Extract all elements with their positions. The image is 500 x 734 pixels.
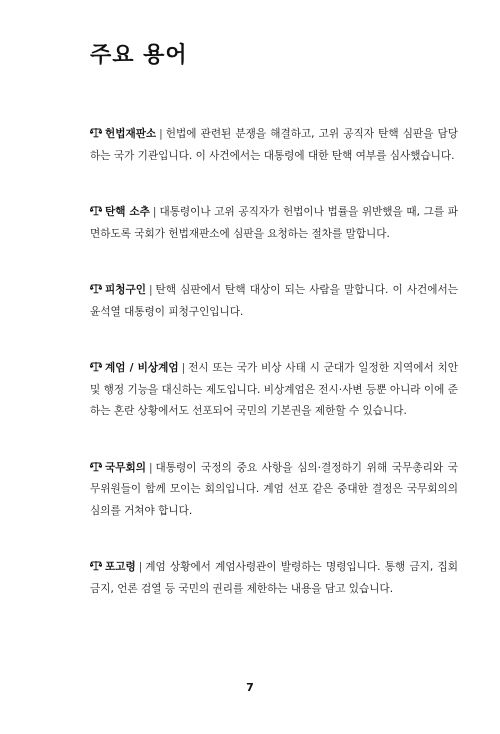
term-name: 헌법재판소: [105, 128, 157, 140]
term-entry: [90, 280, 458, 323]
scale-icon: [90, 205, 102, 216]
term-entry: [90, 557, 458, 600]
scale-icon: [90, 461, 102, 472]
term-entry: [90, 202, 458, 245]
term-definition: 대통령이나 고위 공직자가 헌법이나 법률을 위반했을 때, 그를 파면하도록 국회가 헌법재판소에 심판을 요청하는 절차를 말합니다.: [90, 206, 458, 240]
term-definition: 계엄 상황에서 계엄사령관이 발령하는 명령입니다. 통행 금지, 집회 금지, 언론 검열 등 국민의 권리를 제한하는 내용을 담고 있습니다.: [90, 561, 458, 595]
term-definition: 헌법에 관련된 분쟁을 해결하고, 고위 공직자 탄핵 심판을 담당하는 국가 기관입니다. 이 사건에서는 대통령에 대한 탄핵 여부를 심사했습니다.: [90, 128, 458, 162]
scale-icon: [90, 283, 102, 294]
separator: |: [152, 206, 157, 218]
term-definition: 탄핵 심판에서 탄핵 대상이 되는 사람을 말합니다. 이 사건에서는 윤석열 대통령이 피청구인입니다.: [90, 284, 458, 318]
term-list: [90, 124, 458, 600]
separator: |: [159, 128, 163, 140]
scale-icon: [90, 127, 102, 138]
term-name: 계엄 / 비상계엄: [105, 362, 179, 374]
term-name: 피청구인: [105, 284, 146, 296]
term-name: 탄핵 소추: [105, 206, 150, 218]
term-name: 국무회의: [105, 461, 146, 474]
separator: |: [148, 461, 153, 474]
separator: |: [148, 284, 153, 296]
separator: |: [181, 362, 186, 374]
scale-icon: [90, 560, 102, 571]
term-definition: 대통령이 국정의 중요 사항을 심의·결정하기 위해 국무총리와 국무위원들이 함께 모이는 회의입니다. 계엄 선포 같은 중대한 결정은 국무회의의 심의를 거쳐야 합니다.: [90, 461, 458, 517]
term-entry: [90, 458, 458, 523]
term-entry: [90, 124, 458, 167]
term-definition: 전시 또는 국가 비상 사태 시 군대가 일정한 지역에서 치안 및 행정 기능을 대신하는 제도입니다. 비상계엄은 전시·사변 등뿐 아니라 이에 준하는 혼란 상황에서도 선포되어 국민의 기본권을 제한할 수 있습니다.: [90, 362, 458, 417]
term-entry: [90, 358, 458, 423]
page-title: 주요 용어: [90, 43, 188, 68]
page-number: 7: [246, 681, 254, 694]
separator: |: [138, 561, 143, 573]
term-name: 포고령: [105, 561, 136, 573]
scale-icon: [90, 361, 102, 372]
